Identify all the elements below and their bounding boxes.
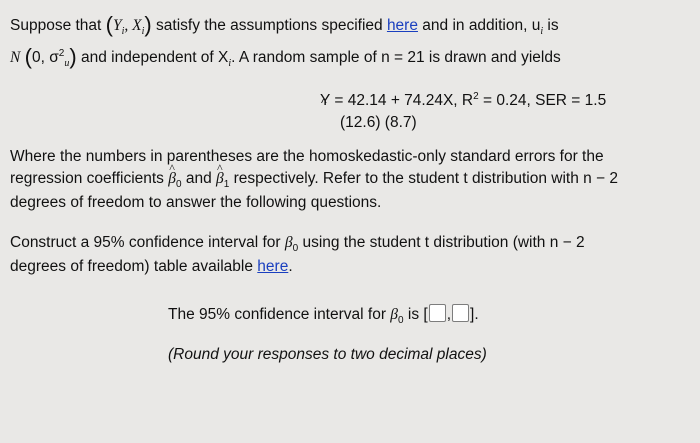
assumptions-link[interactable]: here xyxy=(386,17,418,34)
lower-bound-input[interactable] xyxy=(429,304,446,322)
intro-line-1: Suppose that ($Y_i$, $X_i$) satisfy the assumptions specified here and in addition, $u_i$ is xyxy=(10,12,559,38)
t-table-link[interactable]: here xyxy=(257,258,289,275)
para-line-1: Where the numbers in parentheses are the homoskedastic-only standard errors for the xyxy=(10,148,604,165)
para-line-2: regression coefficients ^ $\beta_0$ and ^ $\beta_1$ respectively. Refer to the student t distribution with n − 2 xyxy=(10,170,618,188)
regression-equation: Y = 42.14 + 74.24X, $R^2 = 0.24$, SER = 1.5 xyxy=(320,90,607,109)
construct-line-1: Construct a 95% confidence interval for $\beta_0$ using the student t distribution (with n − 2 xyxy=(10,234,585,255)
standard-errors: (12.6) (8.7) xyxy=(340,114,417,131)
upper-bound-input[interactable] xyxy=(452,304,469,322)
para-line-3: degrees of freedom to answer the following questions. xyxy=(10,194,382,211)
rounding-note: (Round your responses to two decimal places) xyxy=(168,346,487,363)
answer-line: The 95% confidence interval for $\beta_0$ is [ , ]. xyxy=(168,306,479,327)
intro-line-2: N (0, $\sigma^2_u$) and independent of $X_i$. A random sample of n = 21 is drawn and yields xyxy=(10,44,561,70)
construct-line-2: degrees of freedom) table available here. xyxy=(10,258,293,275)
